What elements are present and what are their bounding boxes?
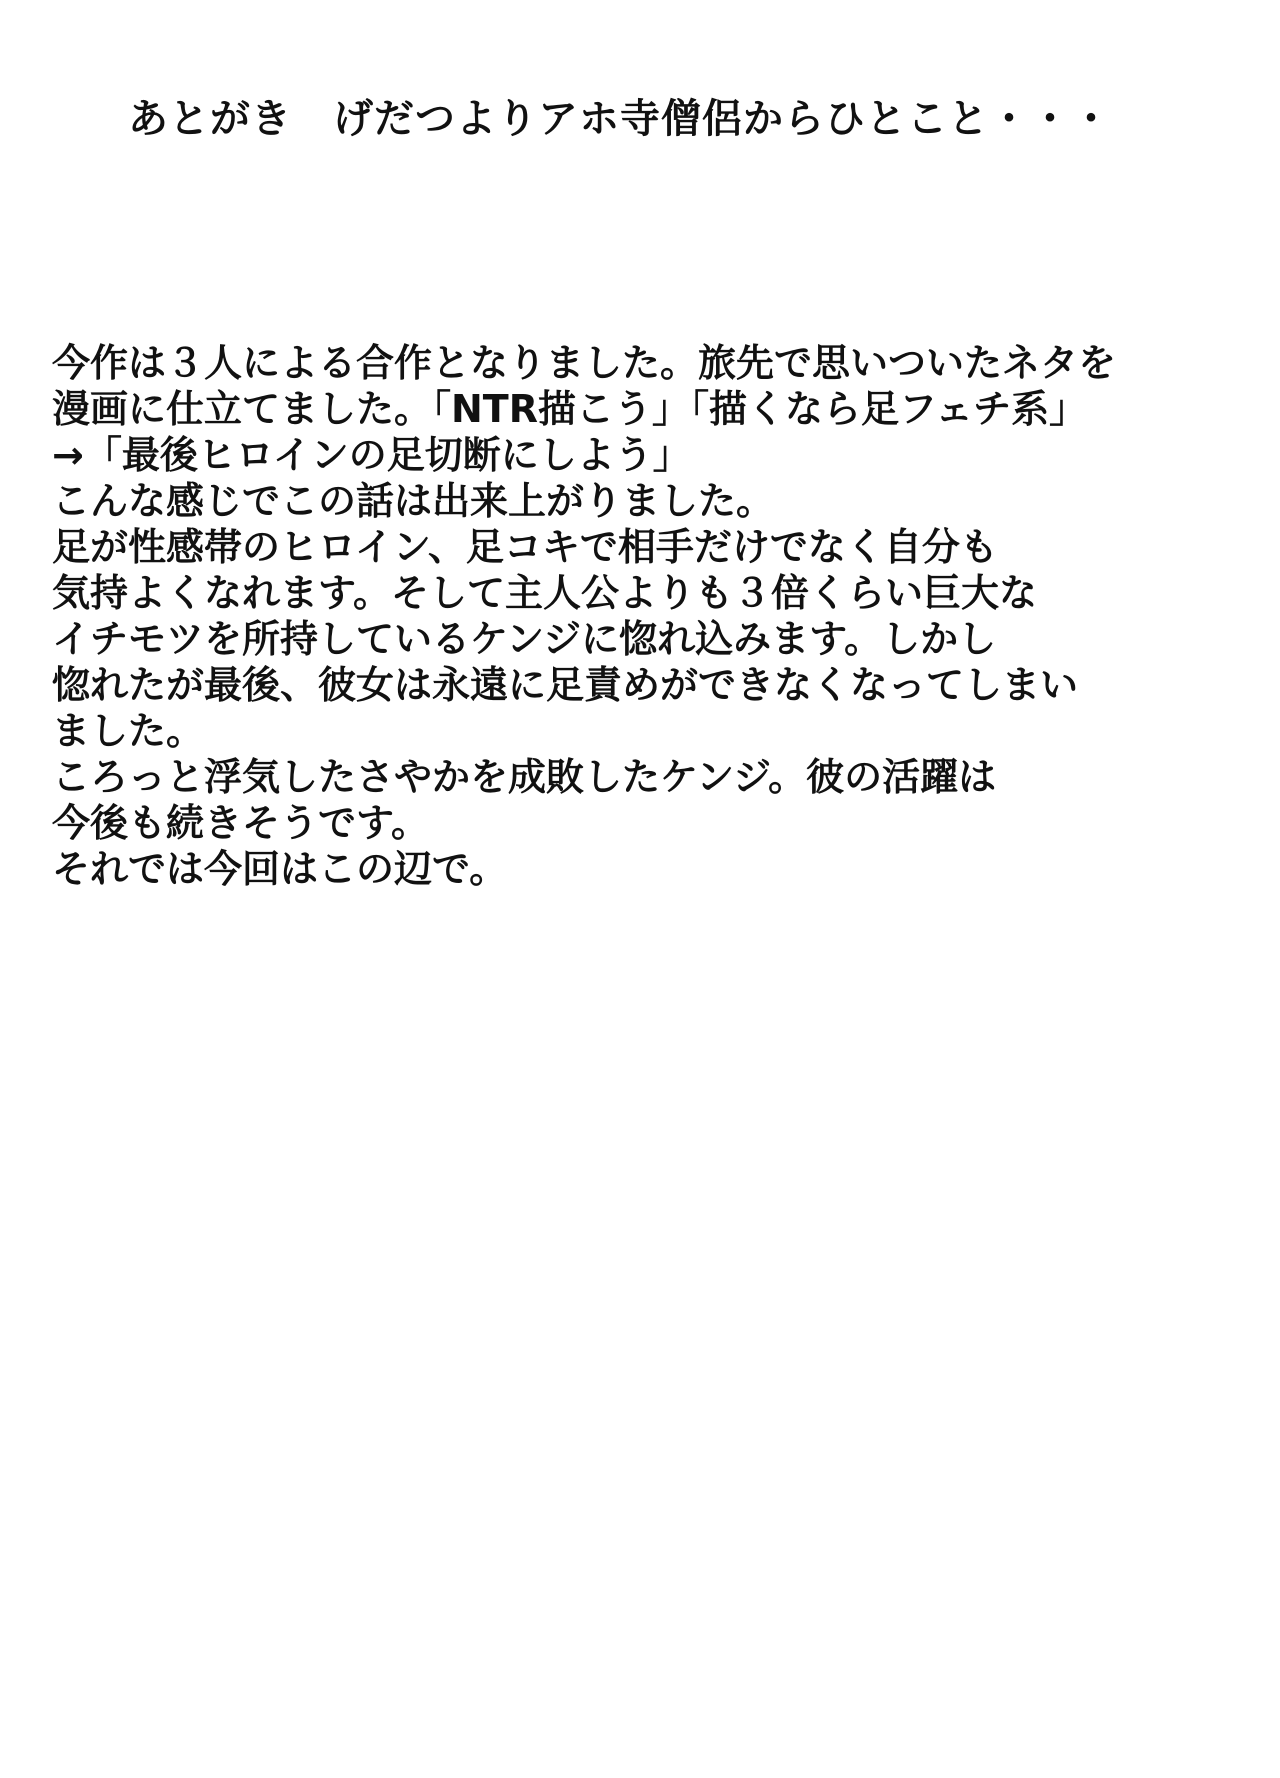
body-line: 惚れたが最後、彼女は永遠に足責めができなくなってしまい [52, 663, 1079, 707]
body-line: イチモツを所持しているケンジに惚れ込みます。しかし [52, 617, 997, 661]
body-line: それでは今回はこの辺で。 [52, 847, 508, 891]
body-line: 足が性感帯のヒロイン、足コキで相手だけでなく自分も [52, 525, 998, 569]
body-line: ました。 [52, 709, 205, 753]
page-title: あとがき げだつよりアホ寺僧侶からひとこと・・・ [128, 96, 1112, 142]
body-line: 漫画に仕立てました。「NTR描こう」「描くなら足フェチ系」 [52, 387, 1088, 431]
body-line: 今作は３人による合作となりました。旅先で思いついたネタを [52, 341, 1117, 385]
body-line: →「最後ヒロインの足切断にしよう」 [52, 433, 691, 477]
body-line: 今後も続きそうです。 [52, 801, 429, 845]
body-line: 気持よくなれます。そして主人公よりも３倍くらい巨大な [52, 571, 1037, 615]
afterword-body [52, 340, 1212, 892]
body-line: ころっと浮気したさやかを成敗したケンジ。彼の活躍は [52, 755, 997, 799]
body-line: こんな感じでこの話は出来上がりました。 [52, 479, 775, 523]
